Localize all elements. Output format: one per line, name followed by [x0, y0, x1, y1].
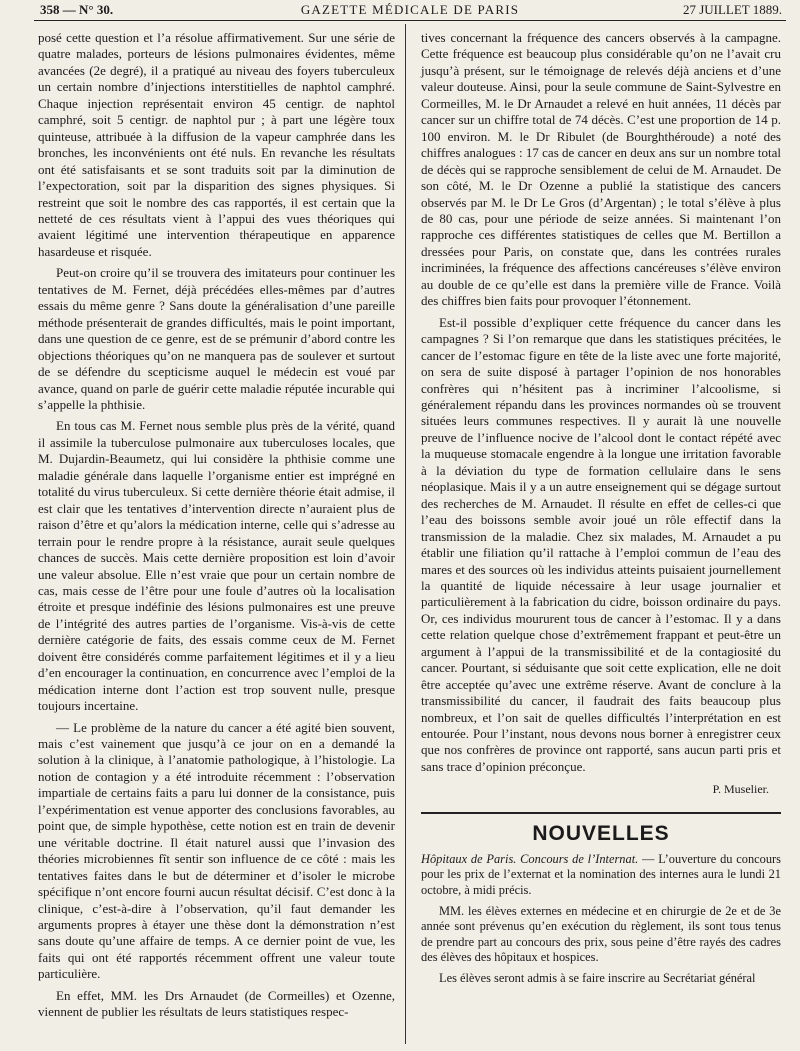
paragraph: En effet, MM. les Drs Arnaudet (de Cormeilles) et Ozenne, viennent de publier les résultats de leurs statistiques respec- [38, 987, 395, 1020]
left-column [38, 30, 395, 1026]
news-notice [421, 852, 781, 987]
section-title: NOUVELLES [532, 821, 670, 845]
notice-paragraph: MM. les élèves externes en médecine et en chirurgie de 2e et de 3e année sont prévenus qu’en exécution du règlement, ils sont tous tenus de prendre part au concours des prix, sous peine d’être rayés des cadres des élèves des hôpitaux et hospices. [421, 903, 781, 965]
paragraph: Peut-on croire qu’il se trouvera des imitateurs pour continuer les tentatives de M. Fernet, déjà précédées elles-mêmes par d’autres essais du même genre ? Sans doute la généralisation d’une pareille méthode présenterait de grandes difficultés, mais le point important, dans une question de ce genre, est de se prémunir d’abord contre les objections théoriques qu’on ne manquera pas de soulever et surtout de se défendre du scepticisme auquel le médecin est voué par avance, quand on parle de guérir cette maladie réputée incurable qui s’appelle la phthisie. [38, 265, 395, 412]
paragraph: — Le problème de la nature du cancer a été agité bien souvent, mais c’est vainement que jusqu’à ce jour on en a demandé la solution à la clinique, à l’anatomie pathologique, à l’histologie. La notion de contagion y a été introduite récemment : l’observation impartiale de certains faits a paru lui donner de la consistance, puis l’expérimentation est venue apporter des conclusions favorables, au point que, de simple hypothèse, cette notion est en train de devenir une véritable doctrine. Il était naturel aussi que l’invasion des théories microbiennes fît sentir son influence de ce côté : mais les tentatives faites dans le but de déterminer et d’isoler le microbe spécifique n’ont encore fourni aucun résultat décisif. C’est donc à la clinique, c’est-à-dire à l’observation, qu’il faut demander les arguments propres à étayer une thèse dont la démonstration n’est sans doute qu’une affaire de temps. A ce dernier point de vue, les faits qui ont été rapportés récemment offrent une valeur toute particulière. [38, 719, 395, 982]
paragraph: En tous cas M. Fernet nous semble plus près de la vérité, quand il assimile la tuberculose pulmonaire aux tuberculoses locales, que M. Dujardin-Beaumetz, qui lui considère la phthisie comme une maladie générale dans laquelle l’organisme entier est imprégné en totalité du virus tuberculeux. Si cette dernière théorie était admise, il est clair que les tentatives d’intervention directe n’auraient plus de raison d’être et qu’alors la médication interne, celle qui s’adresse au terrain pour le rendre propre à la résistance, aurait seule quelques chances de succès. Mais cette dernière proposition est loin d’avoir une valeur absolue. Elle n’est vraie que pour un certain nombre de cas, mais cesse de l’être pour une foule d’autres où la localisation étroite et presque indéfinie des lésions pulmonaires est une preuve de l’intégrité des autres parties de l’organisme. Vis-à-vis de cette dernière catégorie de faits, des essais comme ceux de M. Fernet doivent être considérés comme parfaitement légitimes et il y a lieu d’en encourager la continuation, en concurrence avec l’emploi de la médication interne dont l’action est trop souvent nulle, presque toujours incertaine. [38, 418, 395, 714]
journal-title: GAZETTE MÉDICALE DE PARIS [300, 2, 520, 17]
page-number: 358 — N° 30. [40, 2, 114, 17]
page-header [34, 0, 786, 21]
paragraph: Est-il possible d’expliquer cette fréquence du cancer dans les campagnes ? Si l’on remarque que dans les statistiques précitées, le cancer de l’estomac figure en tête de la liste avec une forte majorité, on sera de suite disposé à partager l’opinion de nos honorables confrères qui n’hésitent pas à incriminer l’alcoolisme, si généralement répandu dans les provinces normandes où se trouvent situées leurs communes respectives. Il y aurait là une nouvelle preuve de l’influence nocive de l’alcool dont le contact répété avec la muqueuse stomacale engendre à la longue une irritation favorable à la déviation du type de formation cellulaire dans le sens néoplasique. Mais il y a un autre enseignement qui se dégage surtout des recherches de M. Arnaudet. Il résulte en effet de celles-ci que l’eau des boissons semble avoir joué un rôle effectif dans la transmission de la maladie. Chez six malades, M. Arnaudet a pu établir une filiation qu’il rattache à l’emploi commun de l’eau des mares et des sources où les individus atteints puisaient journellement la quantité de liquide nécessaire à leur usage journalier et particulièrement à la fabrication du cidre, boisson ordinaire du pays. Or, ces individus moururent tous de cancer à l’estomac. Il y a dans cette relation quelque chose d’extrêmement frappant et peut-être un argument à l’appui de la transmissibilité et de la contagiosité du cancer. Pourtant, si séduisante que soit cette explication, elle ne doit être acceptée qu’avec une extrême réserve. Avant de conclure à la transmissibilité du cancer, il faudrait des faits beaucoup plus nombreux, et l’on sait de quelles difficultés l’interprétation en est entourée. Pour l’instant, nous devons nous borner à enregistrer ceux que nos confrères de province ont rapporté, sans aucun parti pris et sans trace d’opinion préconçue. [421, 314, 781, 774]
notice-text: — L’ouverture du concours pour les prix de l’externat et la nomination des internes aura le lundi 21 octobre, à midi précis. [421, 851, 782, 898]
paragraph: posé cette question et l’a résolue affirmativement. Sur une série de quatre malades, porteurs de lésions pulmonaires évidentes, même avancées (2e degré), il a pratiqué au niveau des foyers tuberculeux un certain nombre d’injections interstitielles de naphtol camphré. Chaque injection représentait environ 45 centigr. de naphtol camphré, soit 5 centigr. de naphtol pur ; à part une légère toux quinteuse, attribuée à la diffusion de la vapeur camphrée dans les bronches, les inconvénients ont été nuls. En revanche les résultats ont été satisfaisants et se sont traduits soit par la diminution de l’expectoration, soit par la disparition des signes physiques. Si restreint que soit le nombre des cas rapportés, il est certain que la netteté de ces résultats vient à l’appui des vues théoriques qui avaient légitimé une intervention thérapeutique en apparence hasardeuse et risquée. [38, 30, 395, 259]
right-column [421, 30, 781, 992]
column-divider [405, 24, 406, 1044]
section-separator [421, 812, 781, 814]
notice-heading: Hôpitaux de Paris. Concours de l’Internat. [421, 851, 639, 866]
issue-date: 27 JUILLET 1889. [682, 2, 782, 17]
author-signature: P. Muselier. [712, 782, 769, 797]
paragraph: tives concernant la fréquence des cancers observés à la campagne. Cette fréquence est beaucoup plus considérable qu’on ne l’avait cru jusqu’à présent, sur le témoignage de relevés déjà anciens et d’une valeur douteuse. Ainsi, pour la seule commune de Saint-Sylvestre en Cormeilles, M. le Dr Arnaudet a relevé en huit années, 11 décès par cancer sur un chiffre total de 74 décès. C’est une proportion de 14 p. 100 environ. M. le Dr Ribulet (de Bourghthéroude) a noté des chiffres analogues : 17 cas de cancer en deux ans sur un nombre total de décès qui se rapproche sensiblement de celui de M. Arnaudet. De son côté, M. le Dr Ozenne a publié la statistique des cancers observés par M. le Dr Le Gros (d’Argentan) ; le total s’élève à plus de 80 cas, pour une période de seize années. Si maintenant l’on rapproche ces différentes statistiques de celles que M. Bertillon a dressées pour Paris, on constate que, dans les contrées rurales incriminées, la fréquence des affections cancéreuses s’élève environ au double de ce qu’elle est dans la première ville de France. Voilà des chiffres bien faits pour provoquer l’étonnement. [421, 30, 781, 309]
notice-paragraph [421, 852, 781, 899]
notice-paragraph: Les élèves seront admis à se faire inscrire au Secrétariat général [439, 971, 756, 985]
